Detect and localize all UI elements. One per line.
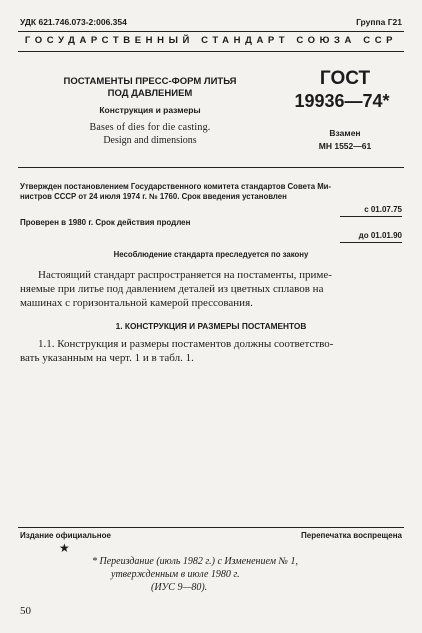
approval-line2: нистров СССР от 24 июля 1974 г. № 1760. Срок введения установлен <box>20 192 287 201</box>
title-ru-line2: ПОД ДАВЛЕНИЕМ <box>107 88 193 99</box>
top-rule <box>18 31 404 32</box>
reprint-note-line1: * Переиздание (июль 1982 г.) с Изменением № 1, <box>92 556 298 567</box>
approval-line1: Утвержден постановлением Государственного комитета стандартов Совета Ми- <box>20 182 332 191</box>
effective-date: с 01.07.75 <box>364 205 402 214</box>
state-standard-banner: ГОСУДАРСТВЕННЫЙ СТАНДАРТ СОЮЗА ССР <box>24 35 398 46</box>
reprint-note-line3: (ИУС 9—80). <box>151 582 208 593</box>
title-ru-line1: ПОСТАМЕНТЫ ПРЕСС-ФОРМ ЛИТЬЯ <box>63 76 237 87</box>
intro-line2: няемые при литье под давлением деталей из цветных сплавов на <box>20 283 324 295</box>
expiry-date-rule <box>340 242 402 243</box>
effective-date-rule <box>340 216 402 217</box>
intro-line1: Настоящий стандарт распространяется на постаменты, приме- <box>38 269 332 281</box>
star-icon: ★ <box>59 541 70 555</box>
footer-rule <box>18 527 404 528</box>
replaces-label: Взамен <box>329 128 361 138</box>
paragraph-1-1-line1: 1.1. Конструкция и размеры постаментов должны соответство- <box>38 338 334 350</box>
title-en-line1: Bases of dies for die casting. <box>89 122 211 133</box>
title-ru-subtitle: Конструкция и размеры <box>99 105 201 115</box>
title-en-line2: Design and dimensions <box>103 135 197 146</box>
official-edition: Издание официальное <box>20 531 111 540</box>
udk-code: УДК 621.746.073-2:006.354 <box>20 17 127 27</box>
page-number: 50 <box>20 605 31 617</box>
paragraph-1-1-line2: вать указанным на черт. 1 и в табл. 1. <box>20 352 194 364</box>
reprint-note-line2: утвержденным в июле 1980 г. <box>111 569 240 580</box>
intro-line3: машинах с горизонтальной камерой прессования. <box>20 297 253 309</box>
reprint-prohibited: Перепечатка воспрещена <box>301 531 402 540</box>
checked-statement: Проверен в 1980 г. Срок действия продлен <box>20 218 191 227</box>
gost-label: ГОСТ <box>319 68 371 89</box>
banner-rule <box>18 51 404 52</box>
gost-number: 19936—74* <box>294 91 390 111</box>
expiry-date: до 01.01.90 <box>358 231 402 240</box>
group-code: Группа Г21 <box>356 17 402 27</box>
section-heading: 1. КОНСТРУКЦИЯ И РАЗМЕРЫ ПОСТАМЕНТОВ <box>115 321 307 331</box>
replaces-value: МН 1552—61 <box>318 141 372 151</box>
legal-warning: Несоблюдение стандарта преследуется по закону <box>113 250 309 259</box>
title-bottom-rule <box>18 167 404 168</box>
